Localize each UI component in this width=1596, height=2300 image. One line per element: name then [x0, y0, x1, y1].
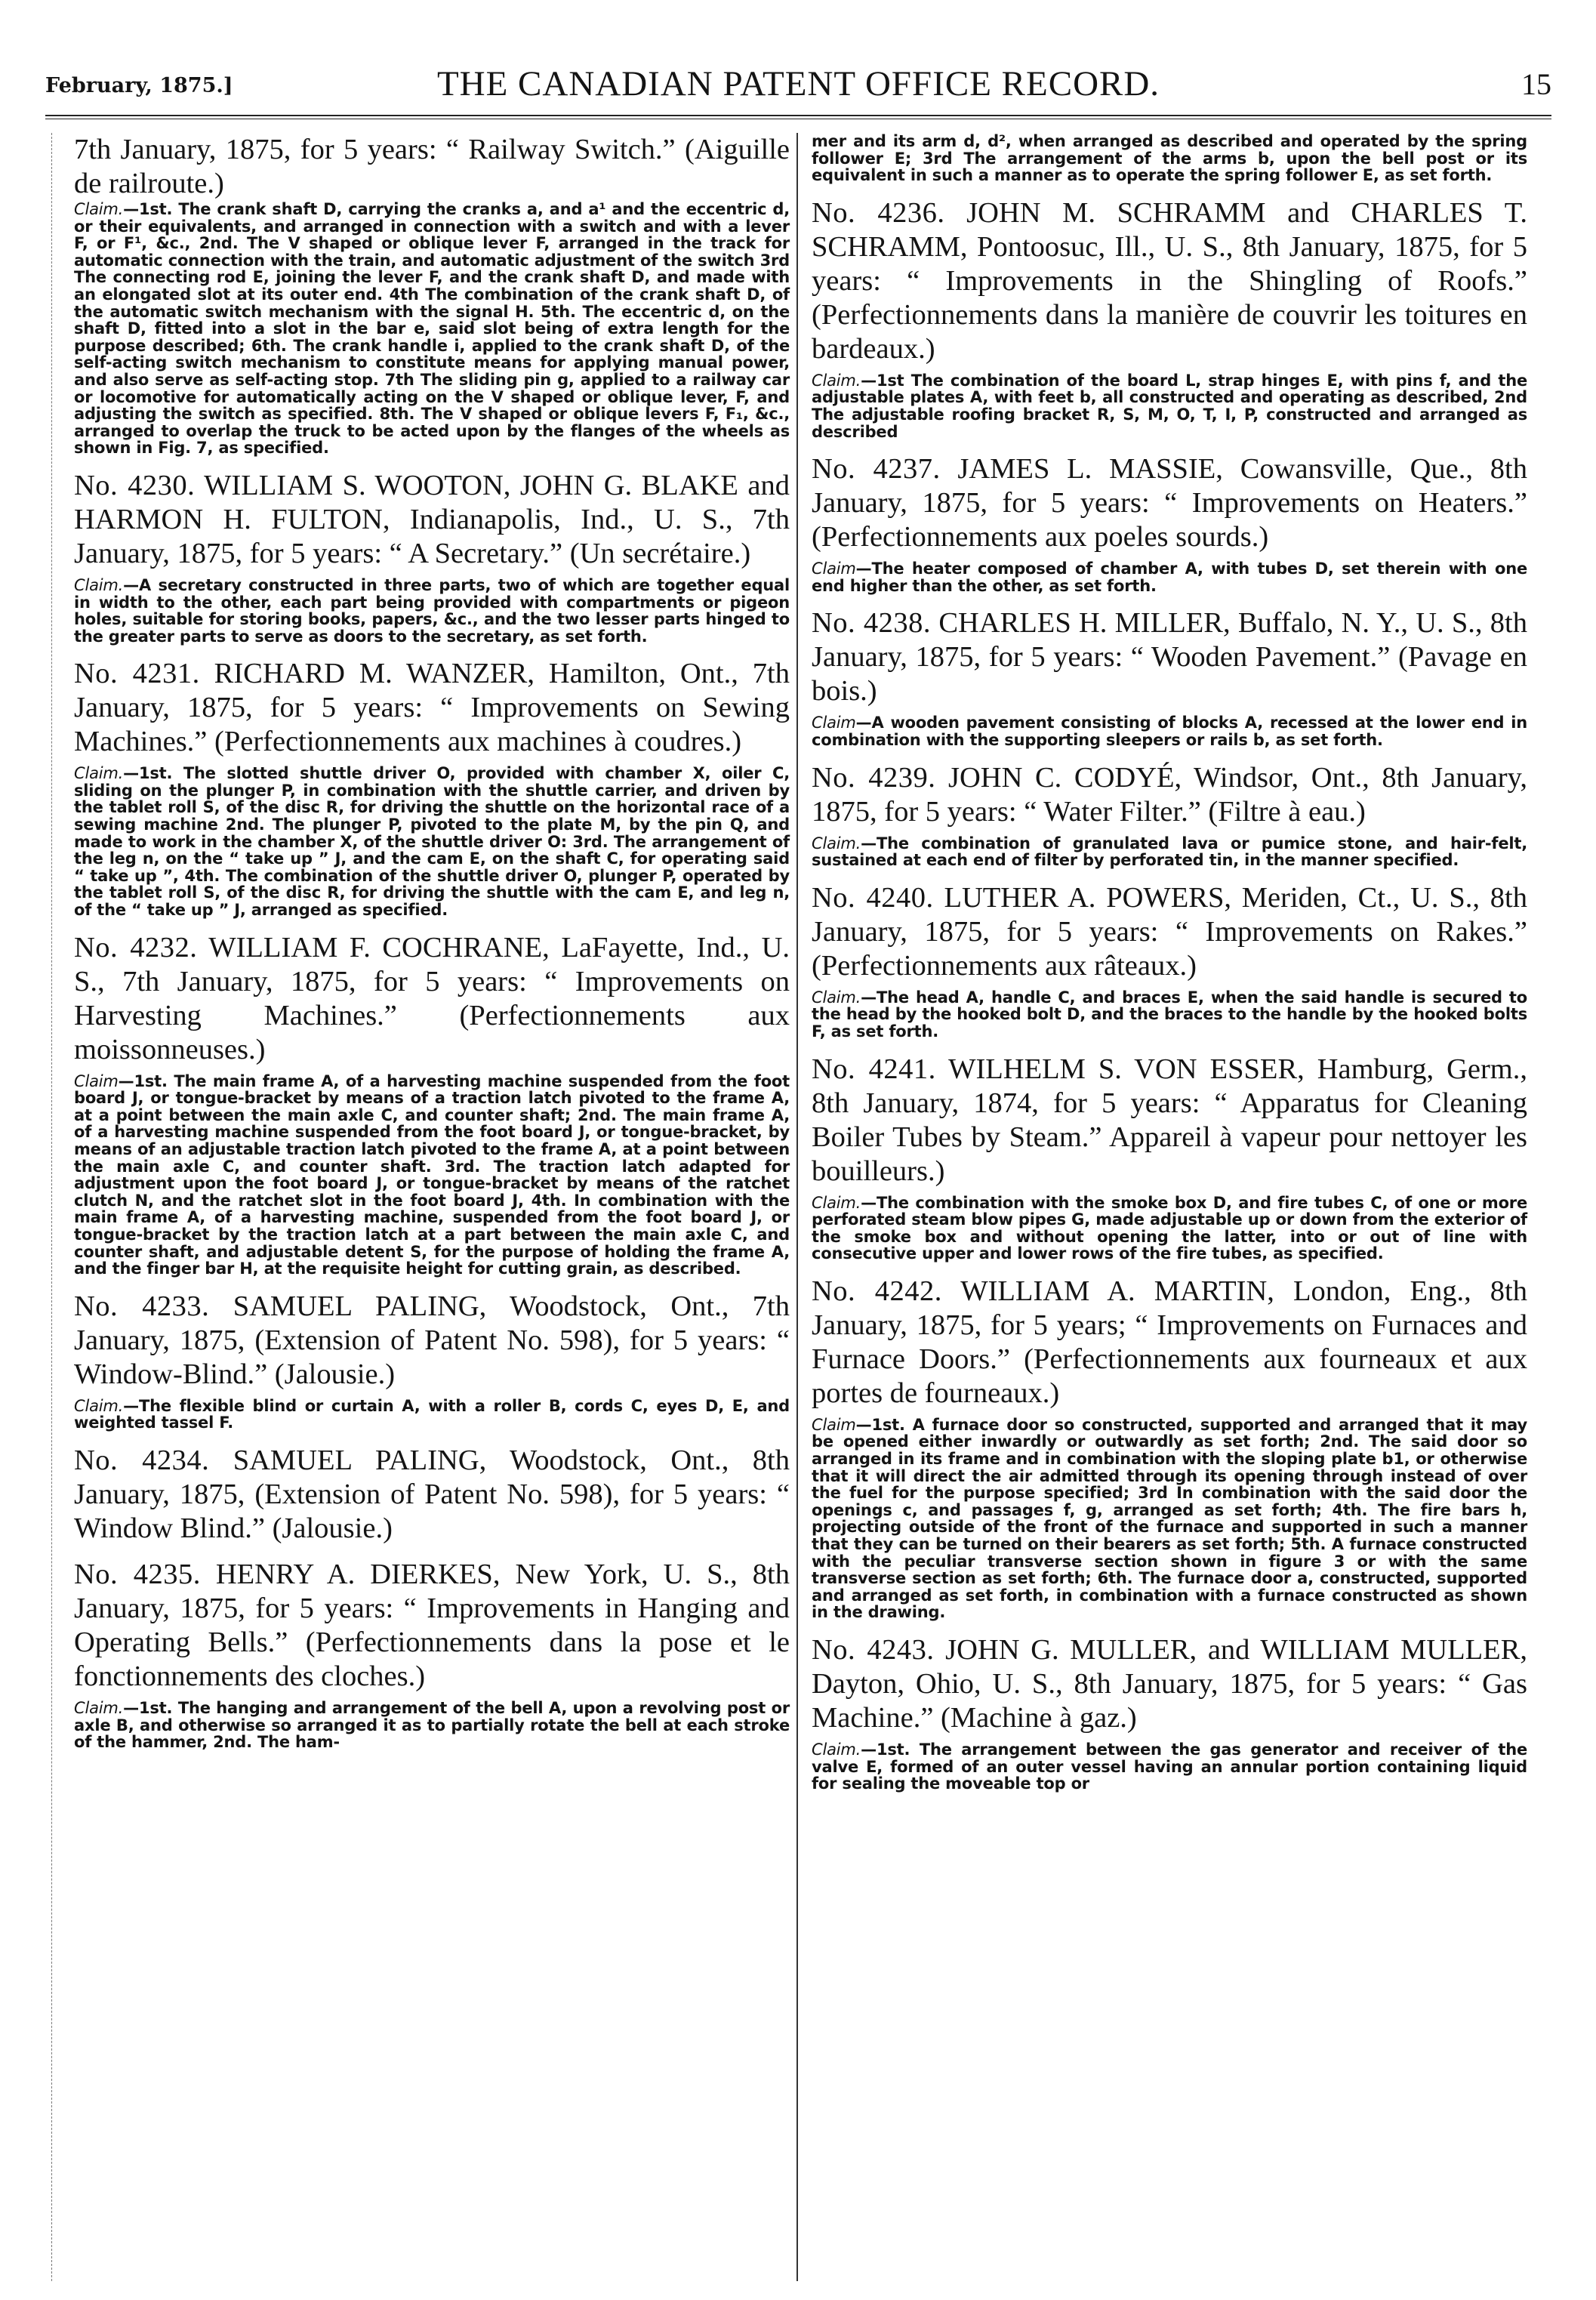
margin-rule: [51, 133, 52, 2281]
entry-title: No. 4232. WILLIAM F. COCHRANE, LaFayette, Ind., U. S., 7th January, 1875, for 5 years: “ Improvements on Harvesting Machines.” (Perfectionnements aux moissonneuses.): [74, 931, 790, 1065]
patent-entry: [812, 1633, 1527, 1793]
entry-claim: Claim.—1st. The arrangement between the gas generator and receiver of the valve E, formed of an outer vessel having an annular portion containing liquid for sealing the moveable top or: [812, 1740, 1527, 1793]
entry-claim: Claim.—A secretary constructed in three parts, two of which are together equal in width to the other, each part being provided with compartments or pigeon holes, suitable for storing books, papers, &c., and the two lesser parts hinged to the greater parts to serve as doors to the secretary, as set forth.: [74, 575, 790, 646]
entry-claim: Claim—1st. The main frame A, of a harvesting machine suspended from the foot board J, or tongue-bracket by means of a traction latch pivoted to the frame A, at a point between the main axle C, and counter shaft; 2nd. The main frame A, of a harvesting machine suspended from the foot board J, or tongue-bracket, by means of an adjustable traction latch pivoted to the frame A, at a point between the main axle C, and counter shaft. 3rd. The traction latch adapted for adjustment upon the foot board J, or tongue-bracket by means of the ratchet clutch N, and the ratchet slot in the foot board J, 4th. In combination with the main frame A, of a harvesting machine, suspended from the foot board J, or tongue-bracket by the traction latch at a part between the main axle C, and counter shaft, and adjustable detent S, for the purpose of holding the frame A, and the finger bar H, at the requisite height for cutting grain, as described.: [74, 1071, 790, 1278]
entry-title: No. 4230. WILLIAM S. WOOTON, JOHN G. BLAKE and HARMON H. FULTON, Indianapolis, Ind., U. S., 7th January, 1875, for 5 years: “ A Secretary.” (Un secrétaire.): [74, 469, 790, 569]
entry-title: No. 4235. HENRY A. DIERKES, New York, U. S., 8th January, 1875, for 5 years: “ Improvements in Hanging and Operating Bells.” (Perfectionnements dans la pose et le fonctionnements des cloches.): [74, 1558, 790, 1692]
entry-claim: Claim.—The combination with the smoke box D, and fire tubes C, of one or more perforated steam blow pipes G, made adjustable up or down from the exterior of the smoke box and without opening the latter, into or out of line with consecutive upper and lower rows of the fire tubes, as specified.: [812, 1193, 1527, 1263]
entry-title: No. 4238. CHARLES H. MILLER, Buffalo, N. Y., U. S., 8th January, 1875, for 5 years: “ Wooden Pavement.” (Pavage en bois.): [812, 607, 1528, 708]
entry-title: No. 4243. JOHN G. MULLER, and WILLIAM MULLER, Dayton, Ohio, U. S., 8th January, 1875, for 5 years: “ Gas Machine.” (Machine à gaz.): [812, 1634, 1527, 1734]
entry-title: No. 4237. JAMES L. MASSIE, Cowansville, Que., 8th January, 1875, for 5 years: “ Improvements on Heaters.” (Perfectionnements aux poeles sourds.): [812, 453, 1527, 553]
patent-entry: [812, 133, 1527, 184]
page-header: [45, 63, 1551, 109]
patent-entry: [812, 606, 1527, 748]
entry-claim: Claim—A wooden pavement consisting of blocks A, recessed at the lower end in combination with the supporting sleepers or rails b, as set forth.: [812, 714, 1527, 749]
entry-claim: Claim—1st. A furnace door so constructed, supported and arranged that it may be opened either inwardly or outwardly as set forth; 2nd. The said door so arranged in its frame and in combination with the sloping plate b1, or otherwise that it will direct the air admitted through its opening through instead of over the fuel for the purpose specified; 3rd In combination with the said door the openings c, and passages f, g, arranged as set forth; 4th. The fire bars h, projecting outside of the front of the furnace and supported in such a manner that they can be turned on their bearers as set forth; 5th. A furnace constructed with the peculiar transverse section shown in figure 3 or with the same transverse section as set forth; 6th. The furnace door a, constructed, supported and arranged as set forth, in combination with a furnace constructed as shown in the drawing.: [812, 1415, 1527, 1622]
entry-title: No. 4240. LUTHER A. POWERS, Meriden, Ct., U. S., 8th January, 1875, for 5 years: “ Improvements on Rakes.” (Perfectionnements aux râteaux.): [812, 881, 1527, 982]
entry-title: No. 4236. JOHN M. SCHRAMM and CHARLES T. SCHRAMM, Pontoosuc, Ill., U. S., 8th January, 1875, for 5 years: “ Improvements in the Shingling of Roofs.” (Perfectionnements dans la manière de couvrir les toitures en bardeaux.): [812, 196, 1528, 365]
entry-claim: Claim.—1st. The crank shaft D, carrying the cranks a, and a¹ and the eccentric d, or their equivalents, and arranged in connection with a switch and with a lever F, or F¹, &c., 2nd. The V shaped or oblique lever F, arranged in the track for automatic connection with the train, and automatic adjustment of the switch 3rd The connecting rod E, joining the lever F, and the crank shaft D, and made with an elongated slot at its outer end. 4th The combination of the crank shaft D, of the automatic switch mechanism with the signal H. 5th. The eccentric d, on the shaft D, fitted into a slot in the bar e, said slot being of extra length for the purpose described; 6th. The crank handle i, applied to the crank shaft D, of the self-acting switch mechanism to constitute means for applying manual power, and also serve as self-acting stop. 7th The sliding pin g, applied to a railway car or locomotive for automatically acting on the V shaped or oblique lever, F, and adjusting the switch as specified. 8th. The V shaped or oblique levers F, F₁, &c., arranged to overlap the truck to be acted upon by the flanges of the wheels as shown in Fig. 7, as specified.: [74, 200, 790, 458]
patent-entry: [812, 761, 1527, 869]
entry-title: No. 4234. SAMUEL PALING, Woodstock, Ont., 8th January, 1875, (Extension of Patent No. 598), for 5 years: “ Window Blind.” (Jalousie.): [74, 1444, 790, 1544]
entry-title: No. 4242. WILLIAM A. MARTIN, London, Eng., 8th January, 1875, for 5 years; “ Improvements on Furnaces and Furnace Doors.” (Perfectionnements aux fourneaux et aux portes de fourneaux.): [812, 1275, 1527, 1409]
header-rule: [45, 115, 1551, 119]
entry-claim: Claim.—1st. The hanging and arrangement of the bell A, upon a revolving post or axle B, and otherwise so arranged it as to partially rotate the bell at each stroke of the hammer, 2nd. The ham-: [74, 1698, 790, 1752]
entry-claim: Claim—The heater composed of chamber A, with tubes D, set therein with one end higher than the other, as set forth.: [812, 560, 1527, 595]
patent-entry: [74, 1444, 790, 1546]
entry-claim: Claim.—The head A, handle C, and braces E, when the said handle is secured to the head by the hooked bolt D, and the braces to the handle by the hooked bolts F, as set forth.: [812, 988, 1527, 1041]
header-date: February, 1875.]: [45, 74, 233, 97]
column-divider: [796, 133, 798, 2281]
patent-entry: [74, 657, 790, 918]
entry-claim: Claim.—The flexible blind or curtain A, with a roller B, cords C, eyes D, E, and weighted tassel F.: [74, 1396, 790, 1432]
patent-entry: [74, 133, 790, 457]
patent-entry: [74, 1290, 790, 1432]
patent-entry: [812, 1275, 1527, 1621]
patent-entry: [74, 1558, 790, 1751]
entry-title: 7th January, 1875, for 5 years: “ Railway Switch.” (Aiguille de railroute.): [74, 134, 790, 199]
left-column: [74, 133, 790, 1763]
header-page-number: 15: [1521, 67, 1551, 101]
patent-entry: [812, 452, 1527, 594]
entry-claim: mer and its arm d, d², when arranged as described and operated by the spring follower E; 3rd The arrangement of the arms b, upon the bell post or its equivalent in such a manner as to operate the spring follower E, as set forth.: [812, 132, 1527, 185]
right-column: [812, 133, 1527, 1805]
patent-entry: [812, 881, 1527, 1041]
header-title: THE CANADIAN PATENT OFFICE RECORD.: [436, 64, 1160, 103]
patent-entry: [74, 931, 790, 1278]
entry-title: No. 4231. RICHARD M. WANZER, Hamilton, Ont., 7th January, 1875, for 5 years: “ Improvements on Sewing Machines.” (Perfectionnements aux machines à coudres.): [74, 658, 790, 758]
entry-claim: Claim.—1st The combination of the board L, strap hinges E, with pins f, and the adjustable plates A, with feet b, all constructed and operating as described, 2nd The adjustable roofing bracket R, S, M, O, T, I, P, constructed and arranged as described: [812, 371, 1527, 441]
patent-entry: [74, 469, 790, 645]
entry-title: No. 4241. WILHELM S. VON ESSER, Hamburg, Germ., 8th January, 1874, for 5 years: “ Apparatus for Cleaning Boiler Tubes by Steam.” Appareil à vapeur pour nettoyer les bouilleurs.): [812, 1053, 1527, 1187]
patent-entry: [812, 196, 1527, 440]
patent-entry: [812, 1053, 1527, 1263]
entry-title: No. 4233. SAMUEL PALING, Woodstock, Ont., 7th January, 1875, (Extension of Patent No. 598), for 5 years: “ Window-Blind.” (Jalousie.): [74, 1290, 790, 1390]
entry-claim: Claim.—1st. The slotted shuttle driver O, provided with chamber X, oiler C, sliding on the plunger P, in combination with the shuttle carrier, and driven by the tablet roll S, of the disc R, for driving the shuttle on the horizontal race of a sewing machine 2nd. The plunger P, pivoted to the plate M, by the pin Q, and made to work in the chamber X, of the shuttle driver O: 3rd. The arrangement of the leg n, on the “ take up ” J, and the cam E, on the shaft C, for operating said “ take up ”, 4th. The combination of the shuttle driver O, plunger P, operated by the tablet roll S, of the disc R, for driving the shuttle with the cam E, and leg n, of the “ take up ” J, arranged as specified.: [74, 764, 790, 920]
entry-claim: Claim.—The combination of granulated lava or pumice stone, and hair-felt, sustained at each end of filter by perforated tin, in the manner specified.: [812, 834, 1527, 870]
entry-title: No. 4239. JOHN C. CODYÉ, Windsor, Ont., 8th January, 1875, for 5 years: “ Water Filter.” (Filtre à eau.): [812, 761, 1528, 828]
